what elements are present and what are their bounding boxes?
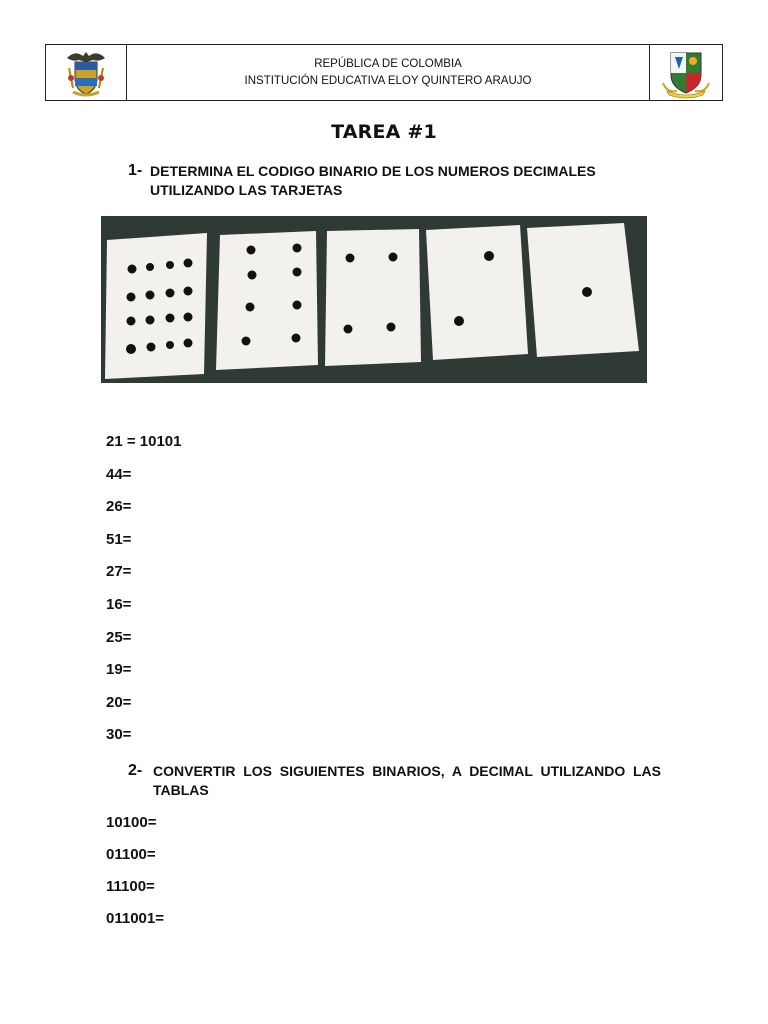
decimal-exercise-item: 26= [106,498,132,516]
document-header [45,44,723,101]
colombia-coat-of-arms-icon [63,48,109,98]
binary-exercise-list [106,813,164,941]
decimal-exercise-item: 25= [106,628,132,646]
decimal-exercise-item: 51= [106,530,132,548]
left-logo-cell [46,45,127,100]
binary-card-2 [426,225,528,360]
decimal-exercise-item: 44= [106,465,132,483]
binary-exercise-item: 11100= [106,878,155,895]
binary-card-1 [527,223,639,357]
decimal-exercise-item: 27= [106,563,132,581]
binary-card-8 [216,231,318,370]
decimal-exercise-item: 19= [106,661,132,679]
page-title: TAREA #1 [331,121,437,143]
right-logo-cell [649,45,722,100]
decimal-exercise-item: 20= [106,693,132,711]
question-2-text: CONVERTIR LOS SIGUIENTES BINARIOS, A DECIMAL UTILIZANDO LAS TABLAS [153,763,661,798]
header-line-1: REPÚBLICA DE COLOMBIA [314,57,462,70]
binary-exercise-item: 10100= [106,814,157,831]
question-1-number: 1- [128,162,143,179]
question-1-text: DETERMINA EL CODIGO BINARIO DE LOS NUMEROS DECIMALES UTILIZANDO LAS TARJETAS [150,163,596,198]
school-crest-icon [657,47,715,99]
header-text [127,45,649,100]
binary-cards-photo [101,216,647,383]
binary-exercise-item: 011001= [106,910,164,927]
decimal-exercise-item: 21 = 10101 [106,433,182,450]
binary-card-16 [105,233,207,379]
decimal-exercise-list [106,432,182,758]
header-line-2: INSTITUCIÓN EDUCATIVA ELOY QUINTERO ARAUJO [244,74,532,87]
binary-exercise-item: 01100= [106,846,156,863]
decimal-exercise-item: 16= [106,595,132,613]
binary-card-4 [325,229,421,366]
question-2-number: 2- [128,762,143,779]
decimal-exercise-item: 30= [106,726,132,744]
